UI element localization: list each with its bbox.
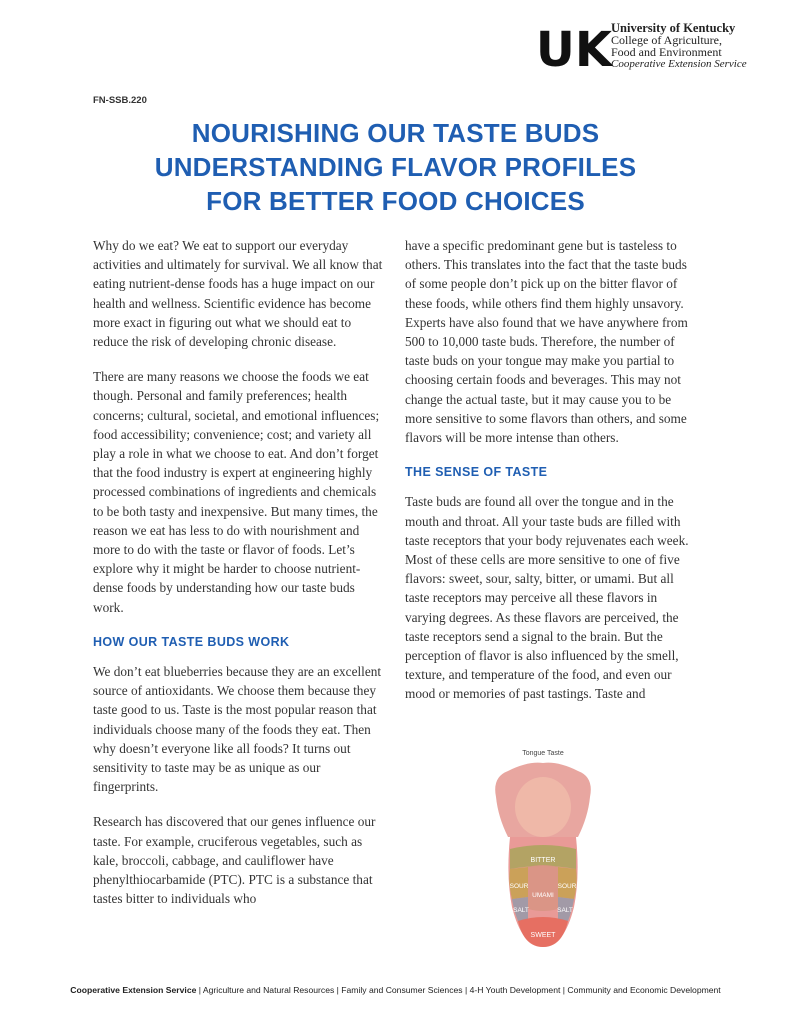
genes-paragraph: Research has discovered that our genes influence our taste. For example, cruciferous vegetables, such as kale, broccoli, cabbage, and cauliflower have phenylthiocarbamide (PTC). PTC is a substance that tastes bitter to individuals who <box>93 814 376 907</box>
tongue-papillae-area <box>515 777 571 837</box>
footer-rest: | Agriculture and Natural Resources | Family and Consumer Sciences | 4-H Youth Development | Community and Economic Development <box>196 985 721 995</box>
section-heading-sense-of-taste: THE SENSE OF TASTE <box>405 465 548 480</box>
section-heading-taste-buds: HOW OUR TASTE BUDS WORK <box>93 634 290 649</box>
label-sweet: SWEET <box>530 932 556 939</box>
title-line-2: UNDERSTANDING FLAVOR PROFILES <box>154 152 637 182</box>
institution-header <box>535 21 747 78</box>
extension-service: Cooperative Extension Service <box>611 58 747 70</box>
label-salt-right: SALT <box>557 907 573 914</box>
footer-lead: Cooperative Extension Service <box>70 985 197 995</box>
university-name: University of Kentucky <box>611 21 736 35</box>
page-title <box>60 116 731 218</box>
publication-code: FN-SSB.220 <box>93 95 147 106</box>
uk-logo-icon <box>535 22 613 78</box>
footer-program-areas <box>0 985 791 995</box>
label-salt-left: SALT <box>513 907 529 914</box>
title-line-3: FOR BETTER FOOD CHOICES <box>206 186 585 216</box>
college-name-line1: College of Agriculture, <box>611 33 722 47</box>
college-name-line2: Food and Environment <box>611 45 722 59</box>
blueberries-paragraph: We don’t eat blueberries because they are an excellent source of antioxidants. We choose them because they taste good to us. Taste is the most popular reason that individuals choose many of the foods they eat. Then why doesn’t everyone like all foods? It turns out sensitivity to taste may be as unique as our fingerprints. <box>93 664 382 795</box>
tongue-taste-figure <box>488 750 598 950</box>
uk-logo-text: UK <box>535 22 613 78</box>
label-umami: UMAMI <box>532 892 554 899</box>
tongue-diagram <box>488 757 598 949</box>
label-bitter: BITTER <box>530 857 556 864</box>
right-column <box>405 236 700 720</box>
label-sour-left: SOUR <box>509 883 529 890</box>
title-line-1: NOURISHING OUR TASTE BUDS <box>191 118 600 148</box>
reasons-paragraph: There are many reasons we choose the foods we eat though. Personal and family preferences; health concerns; cultural, societal, and emotional influences; food accessibility; convenience; cost; and variety all play a role in what we choose to eat. And don’t forget that the food industry is expert at engineering highly processed combinations of ingredients and chemicals to be both tasty and inexpensive. But many times, the reason we eat has less to do with nourishment and more to do with the taste or flavor of foods. Let’s explore why it might be harder to choose nutrient-dense foods by understanding how our taste buds work. <box>93 369 380 615</box>
figure-title: Tongue Taste <box>522 750 564 757</box>
intro-paragraph: Why do we eat? We eat to support our everyday activities and ultimately for survival. We all know that eating nutrient-dense foods has a huge impact on our health and wellness. Scientific evidence has become more exact in figuring out what we should eat to reduce the risk of developing chronic disease. <box>93 238 383 350</box>
gene-continuation-paragraph: have a specific predominant gene but is tasteless to others. This translates into the fact that the taste buds of some people don’t pick up on the bitter flavor of these foods, while others find them highly unsavory. Experts have also found that we have anywhere from 500 to 10,000 taste buds. Therefore, the number of taste buds on your tongue may make you partial to choosing certain foods and beverages. This may not change the actual taste, but it may cause you to be more sensitive to some flavors than others, and some flavors will be more intense than others. <box>405 238 688 446</box>
label-sour-right: SOUR <box>557 883 577 890</box>
sense-of-taste-paragraph: Taste buds are found all over the tongue and in the mouth and throat. All your taste buds are filled with taste receptors that your body rejuvenates each week. Most of these cells are more sensitive to one of five flavors: sweet, sour, salty, bitter, or umami. But all taste receptors may perceive all these flavors in varying degrees. As these flavors are perceived, the taste receptors send a signal to the brain. But the perception of flavor is also influenced by the smell, texture, and temperature of the food, and even our mood or memories of past tastings. Taste and <box>405 494 689 702</box>
umami-region <box>528 865 558 911</box>
left-column <box>93 236 383 925</box>
